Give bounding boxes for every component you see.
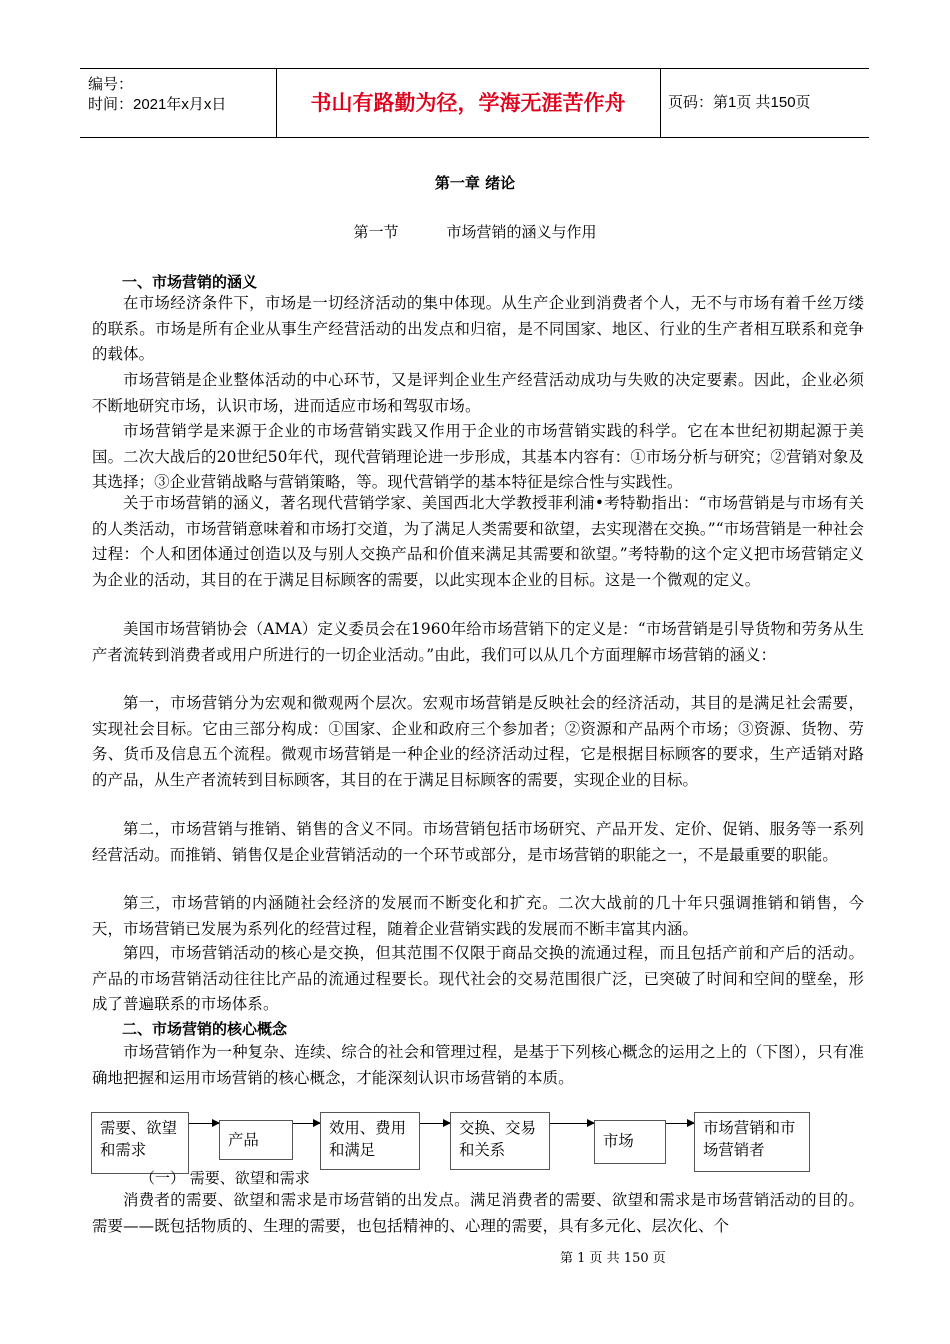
box-utility: 效用、费用和满足 [320,1112,420,1170]
paragraph: 第三，市场营销的内涵随社会经济的发展而不断变化和扩充。二次大战前的几十年只强调推销和销售，今天，市场营销已发展为系列化的经营过程，随着企业营销实践的发展而不断丰富其内涵。 [92,894,864,938]
paragraph: 消费者的需要、欲望和需求是市场营销的出发点。满足消费者的需要、欲望和需求是市场营销活动的目的。需要——既包括物质的、生理的需要，也包括精神的、心理的需要，具有多元化、层次化、个 [92,1191,864,1235]
paragraph: 市场营销作为一种复杂、连续、综合的社会和管理过程，是基于下列核心概念的运用之上的（下图），只有准确地把握和运用市场营销的核心概念，才能深刻认识市场营销的本质。 [92,1043,864,1087]
arrow [293,1123,320,1124]
paragraph: 关于市场营销的涵义，著名现代营销学家、美国西北大学教授菲利浦•考特勒指出：“市场营销是与市场有关的人类活动，市场营销意味着和市场打交道，为了满足人类需要和欲望，去实现潜在交换。”“市场营销是一种社会过程：个人和团体通过创造以及与别人交换产品和价值来满足其需要和欲望。”考特勒的这个定义把市场营销定义为企业的活动，其目的在于满足目标顾客的需要，以此实现本企业的目标。这是一个微观的定义。 [92,494,864,589]
page-footer: 第 1 页 共 150 页 [560,1251,666,1266]
paragraph: 在市场经济条件下，市场是一切经济活动的集中体现。从生产企业到消费者个人，无不与市场有着千丝万缕的联系。市场是所有企业从事生产经营活动的出发点和归宿，是不同国家、地区、行业的生产者相互联系和竞争的载体。 [92,294,864,364]
header-left-cell [80,69,277,137]
page-header [80,68,869,138]
box-exchange: 交换、交易和关系 [450,1112,550,1170]
number-label: 编号： [88,76,134,93]
paragraph: 市场营销学是来源于企业的市场营销实践又作用于企业的市场营销实践的科学。它在本世纪初期起源于美国。二次大战后的20世纪50年代，现代营销理论进一步形成，其基本内容有：①市场分析与研究；②营销对象及其选择；③企业营销战略与营销策略，等。现代营销学的基本特征是综合性与实践性。 [92,422,864,492]
arrow [189,1123,219,1124]
section-title [0,221,950,242]
chapter-title: 第一章 绪论 [434,174,516,192]
date-label: 时间：2021年x月x日 [88,96,227,113]
page-info: 页码：第1页 共150页 [668,94,811,111]
box-market: 市场 [594,1120,666,1164]
box-needs: 需要、欲望和需求 [91,1112,189,1174]
arrow [420,1123,450,1124]
arrow [666,1123,694,1124]
box-product: 产品 [219,1120,293,1160]
paragraph: 第四，市场营销活动的核心是交换，但其范围不仅限于商品交换的流通过程，而且包括产前和产后的活动。产品的市场营销活动往往比产品的流通过程要长。现代社会的交易范围很广泛，已突破了时间和空间的壁垒，形成了普遍联系的市场体系。 [92,944,864,1014]
motto: 书山有路勤为径，学海无涯苦作舟 [276,69,661,137]
paragraph: 第二，市场营销与推销、销售的含义不同。市场营销包括市场研究、产品开发、定价、促销、服务等一系列经营活动。而推销、销售仅是企业营销活动的一个环节或部分，是市场营销的职能之一，不是最重要的职能。 [92,820,864,864]
section-name: 市场营销的涵义与作用 [446,223,597,241]
subheading-needs: （一） 需要、欲望和需求 [140,1169,310,1187]
heading-meaning: 一、市场营销的涵义 [122,273,258,291]
box-marketers: 市场营销和市场营销者 [694,1112,810,1172]
paragraph: 第一，市场营销分为宏观和微观两个层次。宏观市场营销是反映社会的经济活动，其目的是满足社会需要，实现社会目标。它由三部分构成：①国家、企业和政府三个参加者；②资源和产品两个市场；③资源、货物、劳务、货币及信息五个流程。微观市场营销是一种企业的经济活动过程，它是根据目标顾客的要求，生产适销对路的产品，从生产者流转到目标顾客，其目的在于满足目标顾客的需要，实现企业的目标。 [92,694,864,789]
section-number: 第一节 [353,223,399,241]
paragraph: 市场营销是企业整体活动的中心环节，又是评判企业生产经营活动成功与失败的决定要素。因此，企业必须不断地研究市场，认识市场，进而适应市场和驾驭市场。 [92,371,864,415]
heading-core-concepts: 二、市场营销的核心概念 [122,1020,288,1038]
paragraph: 美国市场营销协会（AMA）定义委员会在1960年给市场营销下的定义是：“市场营销是引导货物和劳务从生产者流转到消费者或用户所进行的一切企业活动。”由此，我们可以从几个方面理解市场营销的涵义： [92,620,864,664]
arrow [550,1123,594,1124]
